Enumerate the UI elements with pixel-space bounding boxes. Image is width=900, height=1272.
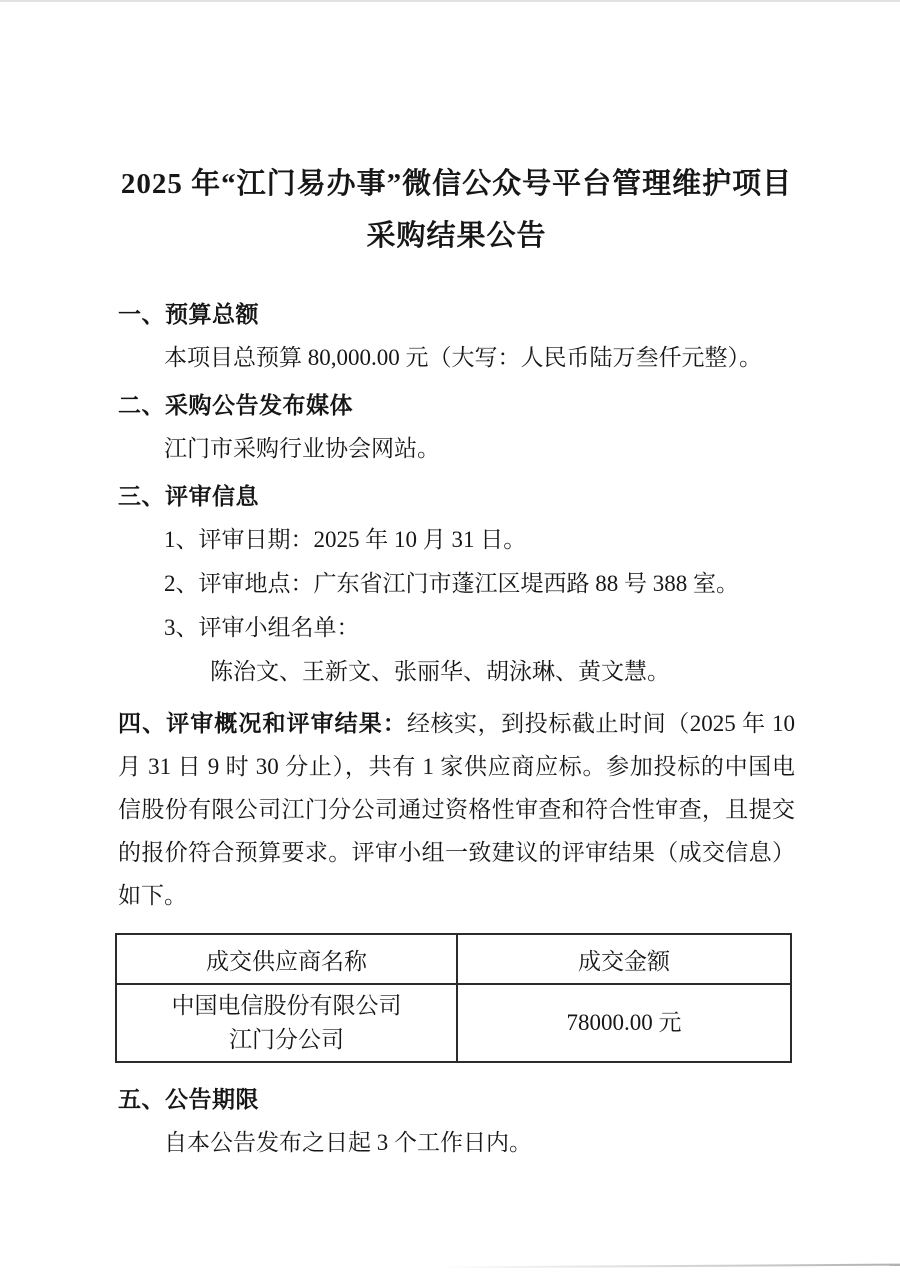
section-3-heading: 三、评审信息: [118, 483, 259, 509]
award-amount-header: 成交金额: [457, 934, 791, 984]
award-result-table: [115, 933, 792, 1063]
section-2-heading: 二、采购公告发布媒体: [118, 392, 353, 418]
document-title-line2: 采购结果公告: [366, 220, 547, 252]
section-1-heading: 一、预算总额: [118, 301, 259, 327]
document-title: [118, 158, 795, 262]
scan-bottom-edge-artifact: [438, 1264, 900, 1269]
scan-top-edge-artifact: [0, 0, 900, 2]
table-row: [116, 984, 791, 1062]
supplier-name-line2: 江门分公司: [228, 1027, 344, 1052]
review-date-item: 1、评审日期：2025 年 10 月 31 日。: [164, 527, 527, 552]
award-amount-cell: 78000.00 元: [457, 984, 791, 1062]
review-location-item: 2、评审地点：广东省江门市蓬江区堤西路 88 号 388 室。: [164, 571, 739, 596]
section-4-body: 经核实，到投标截止时间（2025 年 10 月 31 日 9 时 30 分止），共有 1 家供应商应标。参加投标的中国电信股份有限公司江门分公司通过资格性审查和符合性审查，且提交的报价符合预算要求。评审小组一致建议的评审结果（成交信息）如下。: [118, 711, 796, 908]
section-2-body: 江门市采购行业协会网站。: [164, 436, 440, 461]
section-1-body: 本项目总预算 80,000.00 元（大写：人民币陆万叁仟元整）。: [164, 345, 762, 370]
review-panel-names: 陈治文、王新文、张丽华、胡泳琳、黄文慧。: [210, 659, 670, 684]
document-title-line1: 2025 年“江门易办事”微信公众号平台管理维护项目: [120, 168, 793, 200]
supplier-name-cell: [116, 984, 457, 1062]
section-5-heading: 五、公告期限: [118, 1086, 259, 1112]
supplier-name-line1: 中国电信股份有限公司: [171, 993, 402, 1018]
document-content: [118, 158, 795, 1165]
review-panel-item: 3、评审小组名单：: [164, 615, 360, 640]
table-header-row: [116, 934, 791, 984]
section-5-body: 自本公告发布之日起 3 个工作日内。: [164, 1130, 532, 1155]
section-4-heading: 四、评审概况和评审结果：: [118, 710, 407, 736]
section-4-paragraph: [118, 702, 795, 917]
supplier-name-header: 成交供应商名称: [116, 934, 457, 984]
